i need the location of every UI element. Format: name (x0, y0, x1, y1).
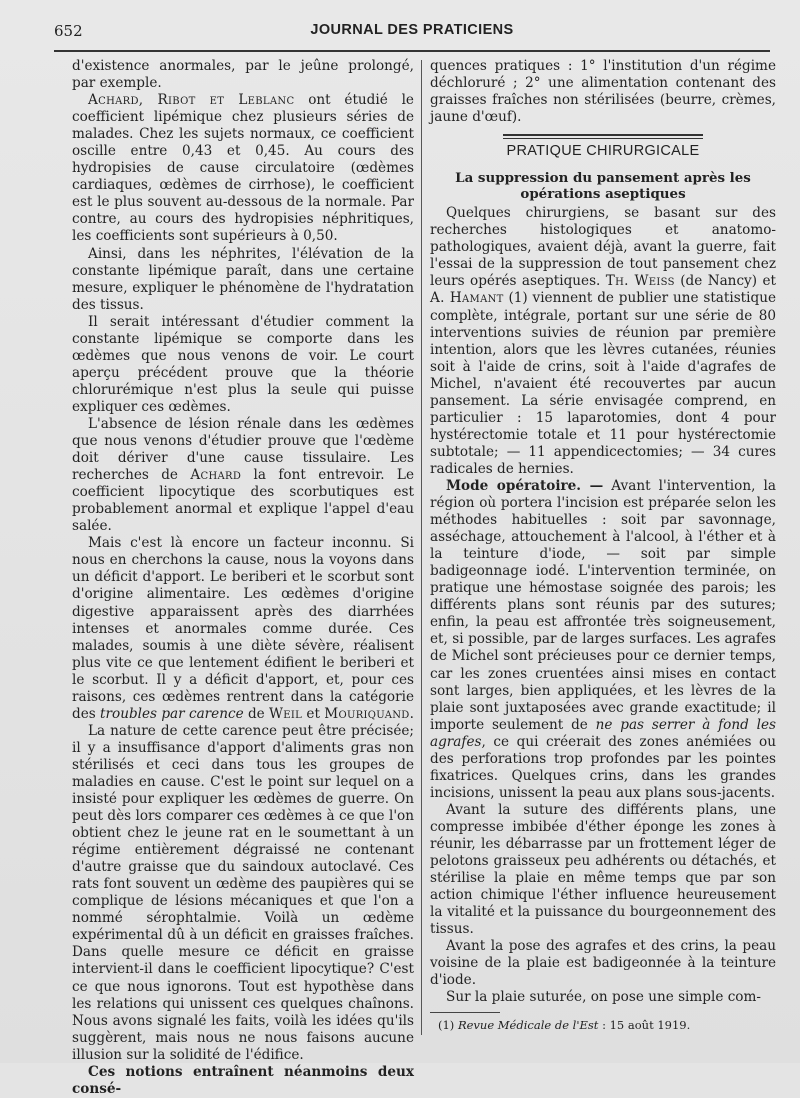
author-name: Th. Weiss (605, 273, 675, 290)
paragraph: Sur la plaie suturée, on pose une simple com- (446, 989, 761, 1006)
paragraph: quences pratiques : 1° l'institution d'un régime déchloruré ; 2° une alimentation contenant des graisses fraîches non stérilisées (beurre, crèmes, jaune d'œuf). (430, 58, 776, 126)
paragraph: Avant la suture des différents plans, une compresse imbibée d'éther éponge les zones à réunir, les débarrasse par un frottement léger de pelotons graisseux peu adhérents ou détachés, et stérilise la plaie en même temps que par son action chimique l'éther influence heureusement la vitalité et la puissance du bourgeonnement des tissus. (430, 801, 776, 938)
paragraph-text: et (302, 705, 325, 722)
paragraph-text: la font entrevoir. Le coefficient lipocytique des scorbutiques est probablement anormal et explique l'appel d'eau salée. (72, 467, 414, 535)
run-in-heading: Mode opératoire. — (446, 477, 604, 494)
paragraph-text: de (243, 705, 270, 722)
section-rule (503, 134, 703, 136)
paragraph: Avant la pose des agrafes et des crins, la peau voisine de la plaie est badigeonnée à la teinture d'iode. (430, 938, 776, 989)
paragraph (72, 416, 414, 535)
paragraph: La nature de cette carence peut être précisée; il y a insuffisance d'apport d'aliments gras non stérilisés et ceci dans tous les groupes de maladies en cause. C'est le point sur lequel on a insisté pour expliquer les œdèmes de guerre. On peut dès lors comparer ces œdèmes à ce que l'on obtient chez le jeune rat en le soumettant à un régime entièrement dégraissé ne contenant d'autre graisse que du saindoux autoclavé. Ces rats font souvent un œdème des paupières qui se complique de lésions mécaniques et que l'on a nommé sérophtalmie. Voilà un œdème expérimental dû à un déficit en graisses fraîches. Dans quelle mesure ce déficit en graisse intervient-il dans le coefficient lipocytique? C'est ce que nous ignorons. Tout est hypothèse dans les relations qui unissent ces quelques chaînons. Nous avons signalé les faits, voilà les idées qu'ils suggèrent, mais nous ne nous faisons aucune illusion sur la solidité de l'édifice. (72, 722, 414, 1063)
paragraph (72, 92, 414, 245)
paragraph-text: Avant l'intervention, la région où portera l'incision est préparée selon les méthodes habituelles : soit par savonnage, asséchage, attouchement à l'alcool, à l'éther et à la teinture d'iode, — soit par simple badigeonnage iodé. L'intervention terminée, on pratique une hémostase soignée des parois; les différents plans sont réunis par des sutures; enfin, la peau est affrontée très soigneusement, et, si possible, par de larges surfaces. Les agrafes de Michel sont précieuses pour ce dernier temps, car les zones cruentées ainsi mises en contact sont larges, bien appliquées, et les lèvres de la plaie sont juxtaposées avec grande exactitude; il importe seulement de (430, 477, 776, 733)
paragraph: Il serait intéressant d'étudier comment la constante lipémique se comporte dans les œdèmes que nous venons de voir. Le court aperçu précédent prouve que la théorie chlorurémique n'est plus la seule qui puisse expliquer ces œdèmes. (72, 313, 414, 415)
author-name: Weil (269, 705, 303, 722)
footnote-mark: (1) (438, 1018, 458, 1033)
page-header (54, 22, 770, 46)
author-name: Achard (190, 467, 242, 484)
paragraph-text: (1) viennent de publier une statistique complète, intégrale, portant sur une série de 80 interventions suivies de réunion par première intention, alors que les lèvres cutanées, réunies soit à l'aide de crins, soit à l'aide d'agrafes de Michel, n'avaient été recouvertes par aucun pansement. La série envisagée comprend, en particulier : 15 laparotomies, dont 4 pour hystérectomie totale et 11 pour hystérectomie subtotale; — 11 appendicectomies; — 34 cures radicales de hernies. (430, 290, 776, 477)
paragraph (72, 535, 414, 723)
paragraph: d'existence anormales, par le jeûne prolongé, par exemple. (72, 58, 414, 92)
right-column (430, 58, 776, 1032)
italic-phrase: ne pas serrer à fond les agrafes (430, 716, 776, 750)
paragraph-text: L'absence de lésion rénale dans les œdèmes que nous venons d'étudier prouve que l'œdème doit dériver d'une cause tissulaire. Les recherches de (72, 415, 414, 484)
paragraph-text: . (409, 705, 414, 722)
footnote (430, 1018, 776, 1032)
paragraph-text: Mais c'est là encore un facteur inconnu. Si nous en cherchons la cause, nous la voyons dans un déficit d'apport. Le beriberi et le scorbut sont d'origine alimentaire. Les œdèmes d'origine digestive apparaissent après des diarrhées intenses et anormales comme durée. Ces malades, soumis à une diète sévère, réalisent plus vite ce que lentement édifient le beriberi et le scorbut. Il y a déficit d'apport, et, pour ces raisons, ces œdèmes rentrent dans la catégorie des (72, 535, 414, 722)
page-number: 652 (54, 22, 83, 40)
column-divider (421, 60, 422, 1035)
paragraph: Ces notions entraînent néanmoins deux consé- (72, 1063, 414, 1097)
section-heading: PRATIQUE CHIRURGICALE (506, 143, 700, 160)
article-title: La suppression du pansement après les opérations aseptiques (455, 170, 751, 203)
header-rule (54, 50, 770, 52)
left-column (72, 58, 414, 1098)
paragraph (430, 478, 776, 802)
author-name: Mouriquand (324, 705, 410, 722)
italic-term: troubles par carence (100, 705, 244, 722)
section-rule (503, 138, 703, 139)
footnote-journal: Revue Médicale de l'Est (457, 1018, 599, 1033)
journal-title: JOURNAL DES PRATICIENS (310, 22, 514, 38)
paragraph: Ainsi, dans les néphrites, l'élévation de la constante lipémique paraît, dans une certaine mesure, expliquer le phénomène de l'hydratation des tissus. (72, 245, 414, 313)
paragraph-text: ont étudié le coefficient lipémique chez plusieurs séries de malades. Chez les sujets normaux, ce coefficient oscille entre 0,43 et 0,45. Au cours des hydropisies de cause circulatoire (œdèmes cardiaques, œdèmes de cirrhose), le coefficient est le plus souvent au-dessous de la normale. Par contre, au cours des hydropisies néphritiques, les coefficients sont supérieurs à 0,50. (72, 92, 414, 245)
paragraph-text: Quelques chirurgiens, se basant sur des recherches histologiques et anatomo-pathologiques, avaient déjà, avant la guerre, fait l'essai de la suppression de tout pansement chez leurs opérés aseptiques. (430, 205, 776, 290)
paragraph-text: , ce qui créerait des zones anémiées ou des perforations trop profondes par les pointes fixatrices. Quelques crins, dans les grandes incisions, unissent la peau aux plans sous-jacents. (430, 733, 776, 801)
footnote-rule (430, 1012, 500, 1013)
author-name: A. Hamant (430, 290, 504, 307)
footnote-text: : 15 août 1919. (598, 1018, 691, 1033)
paragraph (430, 205, 776, 478)
author-names: Achard, Ribot et Leblanc (88, 92, 295, 109)
paragraph-text: (de Nancy) et (674, 273, 776, 290)
